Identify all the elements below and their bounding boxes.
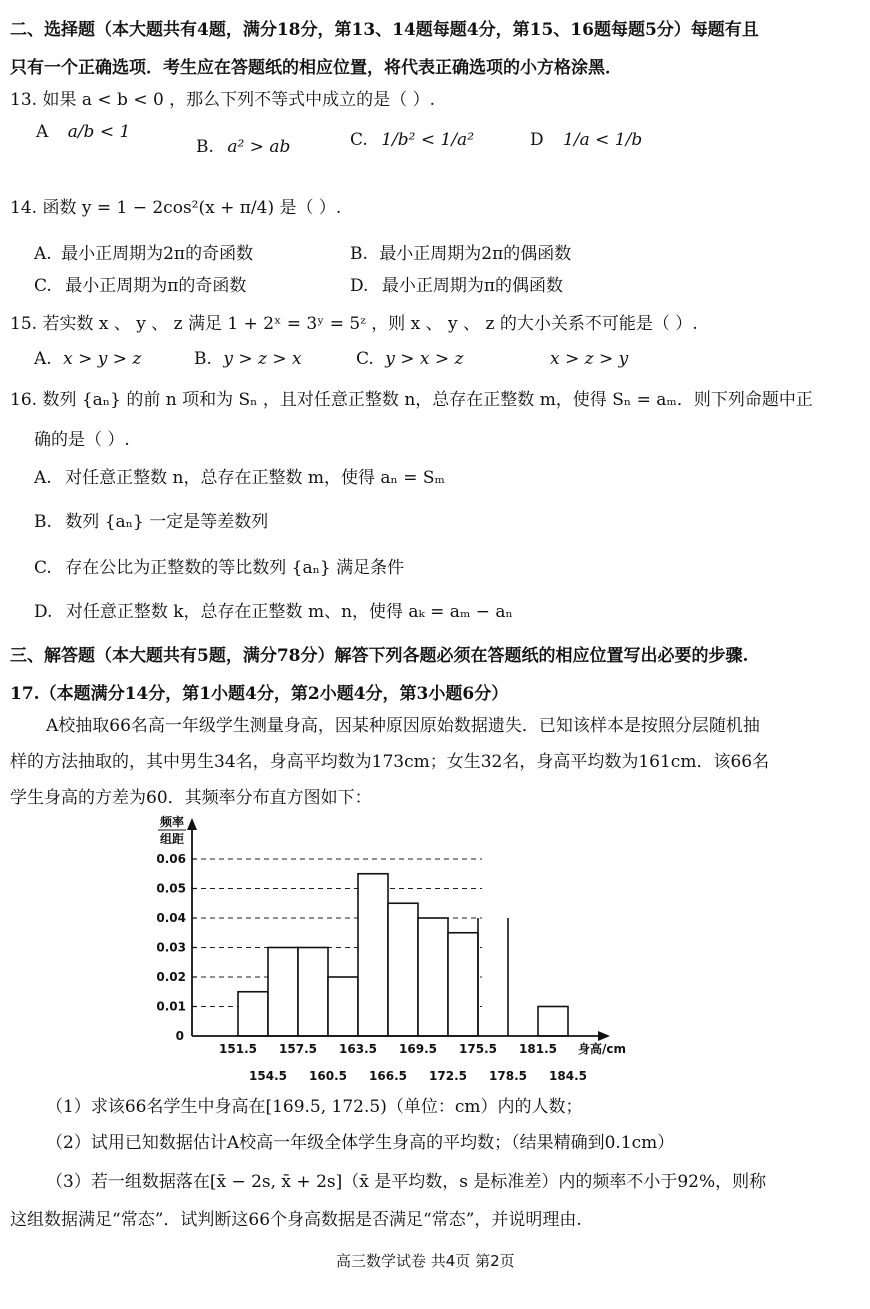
y-tick-label-2: 0.03 — [156, 940, 186, 955]
x-axis-arrow-icon — [598, 1031, 610, 1041]
q14-option-b — [350, 244, 571, 265]
q16-option-a-text: 对任意正整数 n，总存在正整数 m，使得 aₙ = Sₘ — [65, 468, 445, 488]
section-2-heading-line2: 只有一个正确选项．考生应在答题纸的相应位置，将代表正确选项的小方格涂黑． — [10, 58, 622, 78]
q14-option-c — [34, 276, 246, 297]
x-tick-label-upper-2: 163.5 — [339, 1042, 377, 1056]
histogram-bar-4 — [358, 874, 388, 1036]
histogram-bar-1 — [268, 948, 298, 1037]
x-tick-label-lower-4: 178.5 — [489, 1069, 527, 1083]
page-footer: 高三数学试卷 共4页 第2页 — [336, 1252, 515, 1270]
q17-paragraph-line3: 学生身高的方差为60．其频率分布直方图如下： — [10, 788, 372, 808]
histogram-bar-3 — [328, 977, 358, 1036]
q16-option-d — [34, 602, 513, 623]
q16-option-a — [34, 468, 445, 489]
histogram-bar-0 — [238, 992, 268, 1036]
q13-option-b — [196, 137, 290, 158]
q13-option-a — [36, 122, 130, 143]
q17-subquestion-2: （2）试用已知数据估计A校高一年级全体学生身高的平均数；（结果精确到0.1cm） — [46, 1133, 675, 1153]
q16-option-d-text: 对任意正整数 k，总存在正整数 m、n，使得 aₖ = aₘ − aₙ — [65, 602, 513, 622]
q15-option-c-label: C. — [356, 349, 374, 369]
q13-option-c-label: C. — [350, 130, 368, 150]
y-tick-label-1: 0.02 — [156, 970, 186, 984]
q16-option-b-text: 数列 {aₙ} 一定是等差数列 — [65, 512, 269, 532]
q16-stem-line1: 16. 数列 {aₙ} 的前 n 项和为 Sₙ ，且对任意正整数 n，总存在正整数 m，使得 Sₙ = aₘ．则下列命题中正 — [10, 390, 813, 410]
q17-subquestion-1: （1）求该66名学生中身高在[169.5, 172.5)（单位：cm）内的人数； — [46, 1097, 583, 1117]
y-axis-arrow-icon — [187, 818, 197, 830]
q14-option-c-text: 最小正周期为π的奇函数 — [65, 276, 247, 296]
q13-option-b-label: B. — [196, 137, 214, 157]
q13-option-c — [350, 130, 474, 151]
q13-option-a-text: a/b < 1 — [67, 122, 131, 142]
q17-subquestion-3-continued: 这组数据满足“常态”．试判断这66个身高数据是否满足“常态”，并说明理由. — [10, 1210, 582, 1230]
q14-stem: 14. 函数 y = 1 − 2cos²(x + π/4) 是（ ）. — [10, 198, 342, 218]
q15-option-b — [194, 349, 302, 370]
x-tick-label-lower-2: 166.5 — [369, 1069, 407, 1083]
x-tick-label-lower-1: 160.5 — [309, 1069, 347, 1083]
x-tick-label-upper-5: 181.5 — [519, 1042, 557, 1056]
origin-label: 0 — [175, 1029, 184, 1043]
q14-option-a-text: 最小正周期为2π的奇函数 — [61, 244, 254, 264]
y-tick-label-0: 0.01 — [156, 999, 186, 1014]
q14-option-b-label: B. — [350, 244, 368, 264]
q15-option-b-label: B. — [194, 349, 212, 369]
q16-option-b-label: B. — [34, 512, 52, 532]
q16-option-d-label: D. — [34, 602, 53, 622]
q16-option-c-label: C. — [34, 558, 52, 578]
q15-option-d — [550, 349, 628, 370]
q17-header: 17.（本题满分14分，第1小题4分，第2小题4分，第3小题6分） — [10, 684, 509, 704]
q13-option-d-text: 1/a < 1/b — [563, 130, 643, 150]
q15-option-a — [34, 349, 141, 370]
q14-option-d-label: D. — [350, 276, 369, 296]
y-tick-label-5: 0.06 — [156, 852, 186, 866]
q14-option-c-label: C. — [34, 276, 52, 296]
x-tick-label-lower-5: 184.5 — [549, 1069, 587, 1083]
x-tick-label-upper-4: 175.5 — [459, 1042, 497, 1056]
q13-stem: 13. 如果 a < b < 0 ，那么下列不等式中成立的是（ ）. — [10, 90, 435, 110]
q15-option-a-label: A. — [34, 349, 52, 369]
q17-paragraph-line2: 样的方法抽取的，其中男生34名，身高平均数为173cm；女生32名，身高平均数为161cm．该66名 — [10, 752, 770, 772]
x-tick-label-upper-0: 151.5 — [219, 1042, 257, 1056]
histogram-bar-10 — [538, 1007, 568, 1037]
q17-paragraph-line1: A校抽取66名高一年级学生测量身高，因某种原因原始数据遗失．已知该样本是按照分层随机抽 — [46, 716, 760, 736]
q14-option-d-text: 最小正周期为π的偶函数 — [381, 276, 564, 296]
q15-option-d-text: x > z > y — [550, 349, 629, 369]
y-axis-label-bottom: 组距 — [159, 832, 185, 846]
y-tick-label-3: 0.04 — [156, 911, 186, 925]
q16-option-c-text: 存在公比为正整数的等比数列 {aₙ} 满足条件 — [65, 558, 405, 578]
q15-option-b-text: y > z > x — [223, 349, 302, 369]
x-tick-label-upper-3: 169.5 — [399, 1042, 437, 1056]
section-2-heading-line1: 二、选择题（本大题共有4题，满分18分，第13、14题每题4分，第15、16题每题5分）每题有且 — [10, 20, 759, 40]
histogram-bar-5 — [388, 903, 418, 1036]
q14-option-a-label: A. — [34, 244, 52, 264]
q15-option-c-text: y > x > z — [385, 349, 464, 369]
q15-option-c — [356, 349, 463, 370]
y-axis-label-top: 频率 — [159, 815, 185, 829]
x-axis-label: 身高/cm — [577, 1042, 627, 1056]
q16-option-c — [34, 558, 404, 579]
x-tick-label-upper-1: 157.5 — [279, 1042, 317, 1056]
histogram-bar-7 — [448, 933, 478, 1036]
q13-option-c-text: 1/b² < 1/a² — [381, 130, 475, 150]
y-tick-label-4: 0.05 — [156, 881, 186, 896]
x-tick-label-lower-3: 172.5 — [429, 1069, 467, 1083]
q17-subquestion-3: （3）若一组数据落在[x̄ − 2s, x̄ + 2s]（x̄ 是平均数，s 是标准差）内的频率不小于92%，则称 — [46, 1172, 767, 1192]
q16-option-a-label: A. — [34, 468, 52, 488]
q13-option-d — [530, 130, 642, 151]
q13-option-b-text: a² > ab — [227, 137, 291, 157]
q16-option-b — [34, 512, 268, 533]
x-tick-label-lower-0: 154.5 — [249, 1069, 287, 1083]
histogram-bar-6 — [418, 918, 448, 1036]
q15-stem: 15. 若实数 x 、 y 、 z 满足 1 + 2ˣ = 3ʸ = 5ᶻ ，则 x 、 y 、 z 的大小关系不可能是（ ）. — [10, 314, 698, 334]
q14-option-b-text: 最小正周期为2π的偶函数 — [379, 244, 572, 264]
q13-option-d-label: D — [530, 130, 544, 150]
section-3-heading: 三、解答题（本大题共有5题，满分78分）解答下列各题必须在答题纸的相应位置写出必要的步骤. — [10, 646, 749, 666]
frequency-histogram — [140, 812, 660, 1092]
q14-option-d — [350, 276, 563, 297]
q15-option-a-text: x > y > z — [63, 349, 142, 369]
q16-stem-line2: 确的是（ ）. — [34, 430, 130, 450]
histogram-bar-2 — [298, 948, 328, 1037]
q13-option-a-label: A — [36, 122, 49, 142]
q14-option-a — [34, 244, 253, 265]
